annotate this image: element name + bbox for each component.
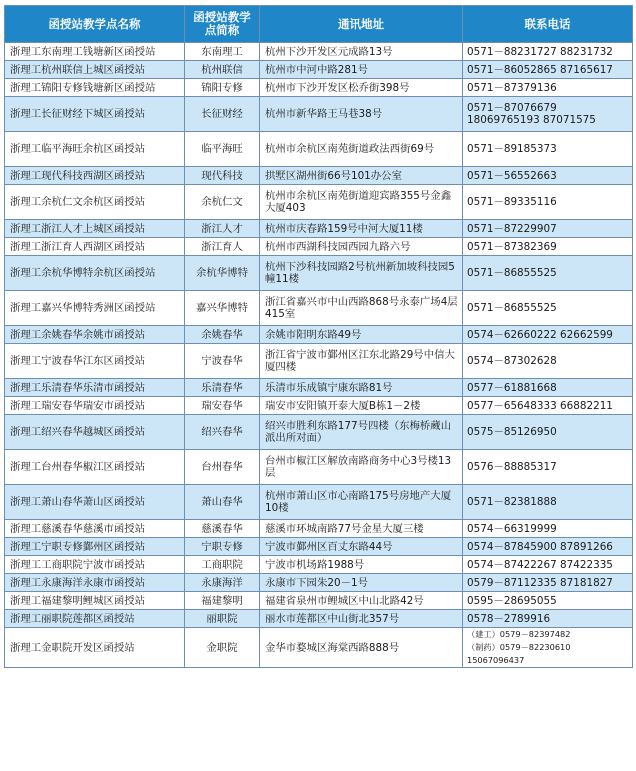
station-name-cell: 浙理工宁波春华江东区函授站 <box>5 344 185 379</box>
table-row <box>5 592 633 610</box>
table-row <box>5 344 633 379</box>
address-cell: 福建省泉州市鲤城区中山北路42号 <box>260 592 463 610</box>
address-cell: 杭州市余杭区南苑街道迎宾路355号金鑫大厦403 <box>260 185 463 220</box>
table-row <box>5 79 633 97</box>
phone-cell: 0571－87379136 <box>463 79 633 97</box>
phone-cell: 0571－89335116 <box>463 185 633 220</box>
address-cell: 浙江省宁波市鄞州区江东北路29号中信大厦四楼 <box>260 344 463 379</box>
station-name-cell: 浙理工萧山春华萧山区函授站 <box>5 485 185 520</box>
phone-cell: 0571－87076679 18069765193 87071575 <box>463 97 633 132</box>
table-row <box>5 167 633 185</box>
address-cell: 永康市下园朱20－1号 <box>260 574 463 592</box>
address-cell: 拱墅区湖州街66号101办公室 <box>260 167 463 185</box>
header-abbr: 函授站教学点简称 <box>185 6 260 43</box>
phone-cell: 0595－28695055 <box>463 592 633 610</box>
station-abbr-cell: 东南理工 <box>185 43 260 61</box>
station-name-cell: 浙理工台州春华椒江区函授站 <box>5 450 185 485</box>
table-row <box>5 185 633 220</box>
address-cell: 杭州市萧山区市心南路175号房地产大厦10楼 <box>260 485 463 520</box>
header-name: 函授站教学点名称 <box>5 6 185 43</box>
table-row <box>5 520 633 538</box>
station-abbr-cell: 工商职院 <box>185 556 260 574</box>
station-name-cell: 浙理工浙江育人西湖区函授站 <box>5 238 185 256</box>
phone-cell: 0574－87845900 87891266 <box>463 538 633 556</box>
station-abbr-cell: 绍兴春华 <box>185 415 260 450</box>
table-row <box>5 628 633 668</box>
station-name-cell: 浙理工长征财经下城区函授站 <box>5 97 185 132</box>
station-abbr-cell: 长征财经 <box>185 97 260 132</box>
table-row <box>5 256 633 291</box>
station-abbr-cell: 乐清春华 <box>185 379 260 397</box>
station-name-cell: 浙理工绍兴春华越城区函授站 <box>5 415 185 450</box>
station-name-cell: 浙理工锦阳专修钱塘新区函授站 <box>5 79 185 97</box>
phone-cell: 0571－87382369 <box>463 238 633 256</box>
phone-cell: 0577－65648333 66882211 <box>463 397 633 415</box>
station-name-cell: 浙理工余姚春华余姚市函授站 <box>5 326 185 344</box>
address-cell: 杭州市下沙开发区松乔街398号 <box>260 79 463 97</box>
station-abbr-cell: 锦阳专修 <box>185 79 260 97</box>
table-row <box>5 397 633 415</box>
header-address: 通讯地址 <box>260 6 463 43</box>
table-row <box>5 574 633 592</box>
address-cell: 浙江省嘉兴市中山西路868号永泰广场4层415室 <box>260 291 463 326</box>
station-name-cell: 浙理工乐清春华乐清市函授站 <box>5 379 185 397</box>
phone-cell: 0577－61881668 <box>463 379 633 397</box>
station-name-cell: 浙理工临平海旺余杭区函授站 <box>5 132 185 167</box>
station-abbr-cell: 临平海旺 <box>185 132 260 167</box>
station-abbr-cell: 浙江人才 <box>185 220 260 238</box>
address-cell: 杭州市余杭区南苑街道政法西街69号 <box>260 132 463 167</box>
table-row <box>5 610 633 628</box>
station-name-cell: 浙理工丽职院莲都区函授站 <box>5 610 185 628</box>
phone-cell: 0574－66319999 <box>463 520 633 538</box>
station-name-cell: 浙理工永康海洋永康市函授站 <box>5 574 185 592</box>
table-row <box>5 415 633 450</box>
address-cell: 金华市婺城区海棠西路888号 <box>260 628 463 668</box>
phone-cell: 0571－89185373 <box>463 132 633 167</box>
table-row <box>5 132 633 167</box>
address-cell: 宁波市机场路1988号 <box>260 556 463 574</box>
phone-cell: 0574－87302628 <box>463 344 633 379</box>
station-abbr-cell: 萧山春华 <box>185 485 260 520</box>
station-name-cell: 浙理工慈溪春华慈溪市函授站 <box>5 520 185 538</box>
table-row <box>5 43 633 61</box>
station-abbr-cell: 余杭仁文 <box>185 185 260 220</box>
table-row <box>5 220 633 238</box>
table-row <box>5 238 633 256</box>
station-name-cell: 浙理工杭州联信上城区函授站 <box>5 61 185 79</box>
station-abbr-cell: 现代科技 <box>185 167 260 185</box>
phone-cell: 0571－56552663 <box>463 167 633 185</box>
address-cell: 瑞安市安阳镇开泰大厦B栋1－2楼 <box>260 397 463 415</box>
address-cell: 乐清市乐成镇宁康东路81号 <box>260 379 463 397</box>
station-abbr-cell: 余姚春华 <box>185 326 260 344</box>
station-abbr-cell: 余杭华博特 <box>185 256 260 291</box>
table-row <box>5 291 633 326</box>
address-cell: 丽水市莲都区中山街北357号 <box>260 610 463 628</box>
address-cell: 绍兴市胜利东路177号四楼（东梅桥蔵山派出所对面） <box>260 415 463 450</box>
station-name-cell: 浙理工宁职专修鄞州区函授站 <box>5 538 185 556</box>
station-abbr-cell: 慈溪春华 <box>185 520 260 538</box>
station-abbr-cell: 台州春华 <box>185 450 260 485</box>
correspondence-station-table <box>4 5 633 668</box>
station-name-cell: 浙理工现代科技西湖区函授站 <box>5 167 185 185</box>
station-name-cell: 浙理工金职院开发区函授站 <box>5 628 185 668</box>
address-cell: 杭州下沙科技园路2号杭州新加坡科技园5幢11楼 <box>260 256 463 291</box>
station-name-cell: 浙理工瑞安春华瑞安市函授站 <box>5 397 185 415</box>
station-name-cell: 浙理工福建黎明鲤城区函授站 <box>5 592 185 610</box>
table-row <box>5 556 633 574</box>
table-header-row <box>5 6 633 43</box>
address-cell: 宁波市鄞州区百丈东路44号 <box>260 538 463 556</box>
address-cell: 杭州市新华路王马巷38号 <box>260 97 463 132</box>
phone-cell: 0571－86855525 <box>463 291 633 326</box>
table-row <box>5 450 633 485</box>
station-abbr-cell: 嘉兴华博特 <box>185 291 260 326</box>
station-abbr-cell: 宁波春华 <box>185 344 260 379</box>
address-cell: 台州市椒江区解放南路商务中心3号楼13层 <box>260 450 463 485</box>
phone-cell: 0579－87112335 87181827 <box>463 574 633 592</box>
address-cell: 余姚市阳明东路49号 <box>260 326 463 344</box>
phone-cell: 0571－88231727 88231732 <box>463 43 633 61</box>
station-abbr-cell: 浙江育人 <box>185 238 260 256</box>
station-abbr-cell: 福建黎明 <box>185 592 260 610</box>
phone-cell: 0578－2789916 <box>463 610 633 628</box>
table-row <box>5 379 633 397</box>
table-row <box>5 97 633 132</box>
phone-cell: 0571－86855525 <box>463 256 633 291</box>
station-name-cell: 浙理工余杭华博特余杭区函授站 <box>5 256 185 291</box>
station-name-cell: 浙理工余杭仁文余杭区函授站 <box>5 185 185 220</box>
table-body <box>5 43 633 668</box>
phone-cell: 0576－88885317 <box>463 450 633 485</box>
header-phone: 联系电话 <box>463 6 633 43</box>
station-name-cell: 浙理工浙江人才上城区函授站 <box>5 220 185 238</box>
address-cell: 慈溪市环城南路77号金星大厦三楼 <box>260 520 463 538</box>
phone-cell: 0571－82381888 <box>463 485 633 520</box>
station-abbr-cell: 宁职专修 <box>185 538 260 556</box>
address-cell: 杭州市中河中路281号 <box>260 61 463 79</box>
phone-cell: 0571－86052865 87165617 <box>463 61 633 79</box>
table-row <box>5 61 633 79</box>
phone-cell: 0574－87422267 87422335 <box>463 556 633 574</box>
phone-cell: 0575－85126950 <box>463 415 633 450</box>
table-row <box>5 485 633 520</box>
contact-table-container <box>4 5 632 668</box>
station-name-cell: 浙理工嘉兴华博特秀洲区函授站 <box>5 291 185 326</box>
phone-cell: （建工）0579－82397482 （制药）0579－82230610 15067096437 <box>463 628 633 668</box>
phone-cell: 0571－87229907 <box>463 220 633 238</box>
station-name-cell: 浙理工工商职院宁波市函授站 <box>5 556 185 574</box>
station-abbr-cell: 丽职院 <box>185 610 260 628</box>
station-abbr-cell: 金职院 <box>185 628 260 668</box>
station-abbr-cell: 瑞安春华 <box>185 397 260 415</box>
address-cell: 杭州市西湖科技园西园九路六号 <box>260 238 463 256</box>
station-abbr-cell: 杭州联信 <box>185 61 260 79</box>
table-row <box>5 326 633 344</box>
phone-cell: 0574－62660222 62662599 <box>463 326 633 344</box>
address-cell: 杭州下沙开发区元成路13号 <box>260 43 463 61</box>
address-cell: 杭州市庆春路159号中河大厦11楼 <box>260 220 463 238</box>
table-row <box>5 538 633 556</box>
station-name-cell: 浙理工东南理工钱塘新区函授站 <box>5 43 185 61</box>
station-abbr-cell: 永康海洋 <box>185 574 260 592</box>
